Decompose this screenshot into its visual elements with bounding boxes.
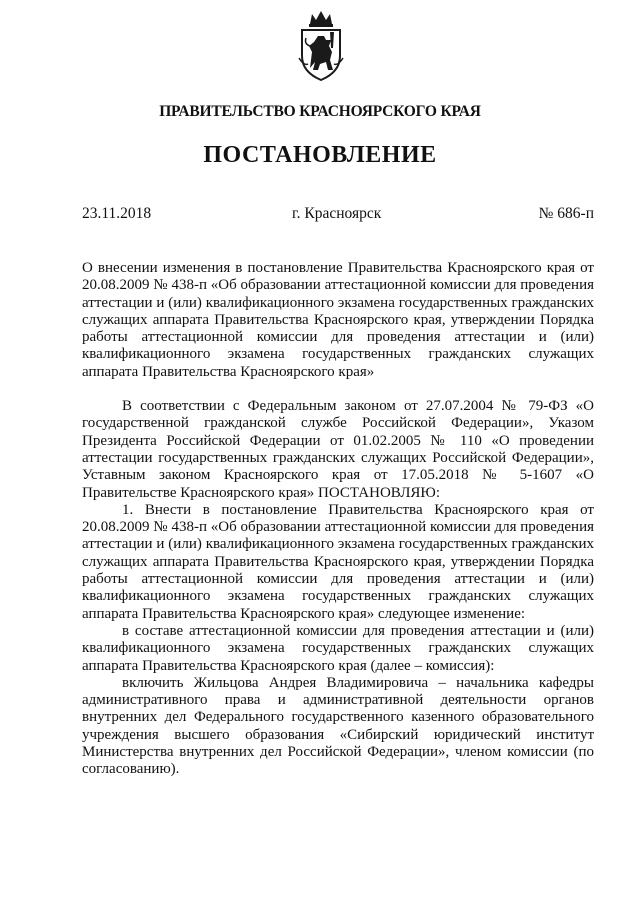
document-meta bbox=[82, 205, 594, 225]
government-name: ПРАВИТЕЛЬСТВО КРАСНОЯРСКОГО КРАЯ bbox=[159, 103, 481, 120]
item-1-paragraph: 1. Внести в постановление Правительства Красноярского края от 20.08.2009 № 438-п «Об образовании аттестационной комиссии для проведения аттестации и (или) квалификационного экзамена государственных гражданских служащих аппарата Правительства Красноярского края, утверждении Порядка работы аттестационной комиссии для проведения аттестации и (или) квалификационного экзамена государственных гражданских служащих аппарата Правительства Красноярского края» следующее изменение: bbox=[82, 501, 594, 622]
composition-paragraph: в составе аттестационной комиссии для проведения аттестации и (или) квалификационного экзамена государственных гражданских служащих аппарата Правительства Красноярского края (далее – комиссия): bbox=[82, 622, 594, 674]
document-date: 23.11.2018 bbox=[82, 205, 152, 222]
document-number: № 686-п bbox=[538, 205, 594, 222]
document-city: г. Красноярск bbox=[292, 205, 382, 222]
include-member-paragraph: включить Жильцова Андрея Владимировича – начальника кафедры административного права и административной деятельности органов внутренних дел Федерального государственного казенного образовательного учреждения высшего образования «Сибирский юридический институт Министерства внутренних дел Российской Федерации», членом комиссии (по согласованию). bbox=[82, 674, 594, 778]
document-title: О внесении изменения в постановление Правительства Красноярского края от 20.08.2009 № 438-п «Об образовании аттестационной комиссии для проведения аттестации и (или) квалификационного экзамена государственных гражданских служащих аппарата Правительства Красноярского края, утверждении Порядка работы аттестационной комиссии для проведения аттестации и (или) квалификационного экзамена государственных гражданских служащих аппарата Правительства Красноярского края» bbox=[82, 260, 594, 380]
document-body bbox=[82, 260, 594, 779]
coat-of-arms-icon bbox=[296, 8, 346, 84]
preamble-paragraph: В соответствии с Федеральным законом от 27.07.2004 № 79-ФЗ «О государственной гражданской службе Российской Федерации», Указом Президента Российской Федерации от 01.02.2005 № 110 «О проведении аттестации государственных гражданских служащих Российской Федерации», Уставным законом Красноярского края от 17.05.2018 № 5-1607 «О Правительстве Красноярского края» ПОСТАНОВЛЯЮ: bbox=[82, 398, 594, 501]
document-type: ПОСТАНОВЛЕНИЕ bbox=[203, 142, 437, 168]
